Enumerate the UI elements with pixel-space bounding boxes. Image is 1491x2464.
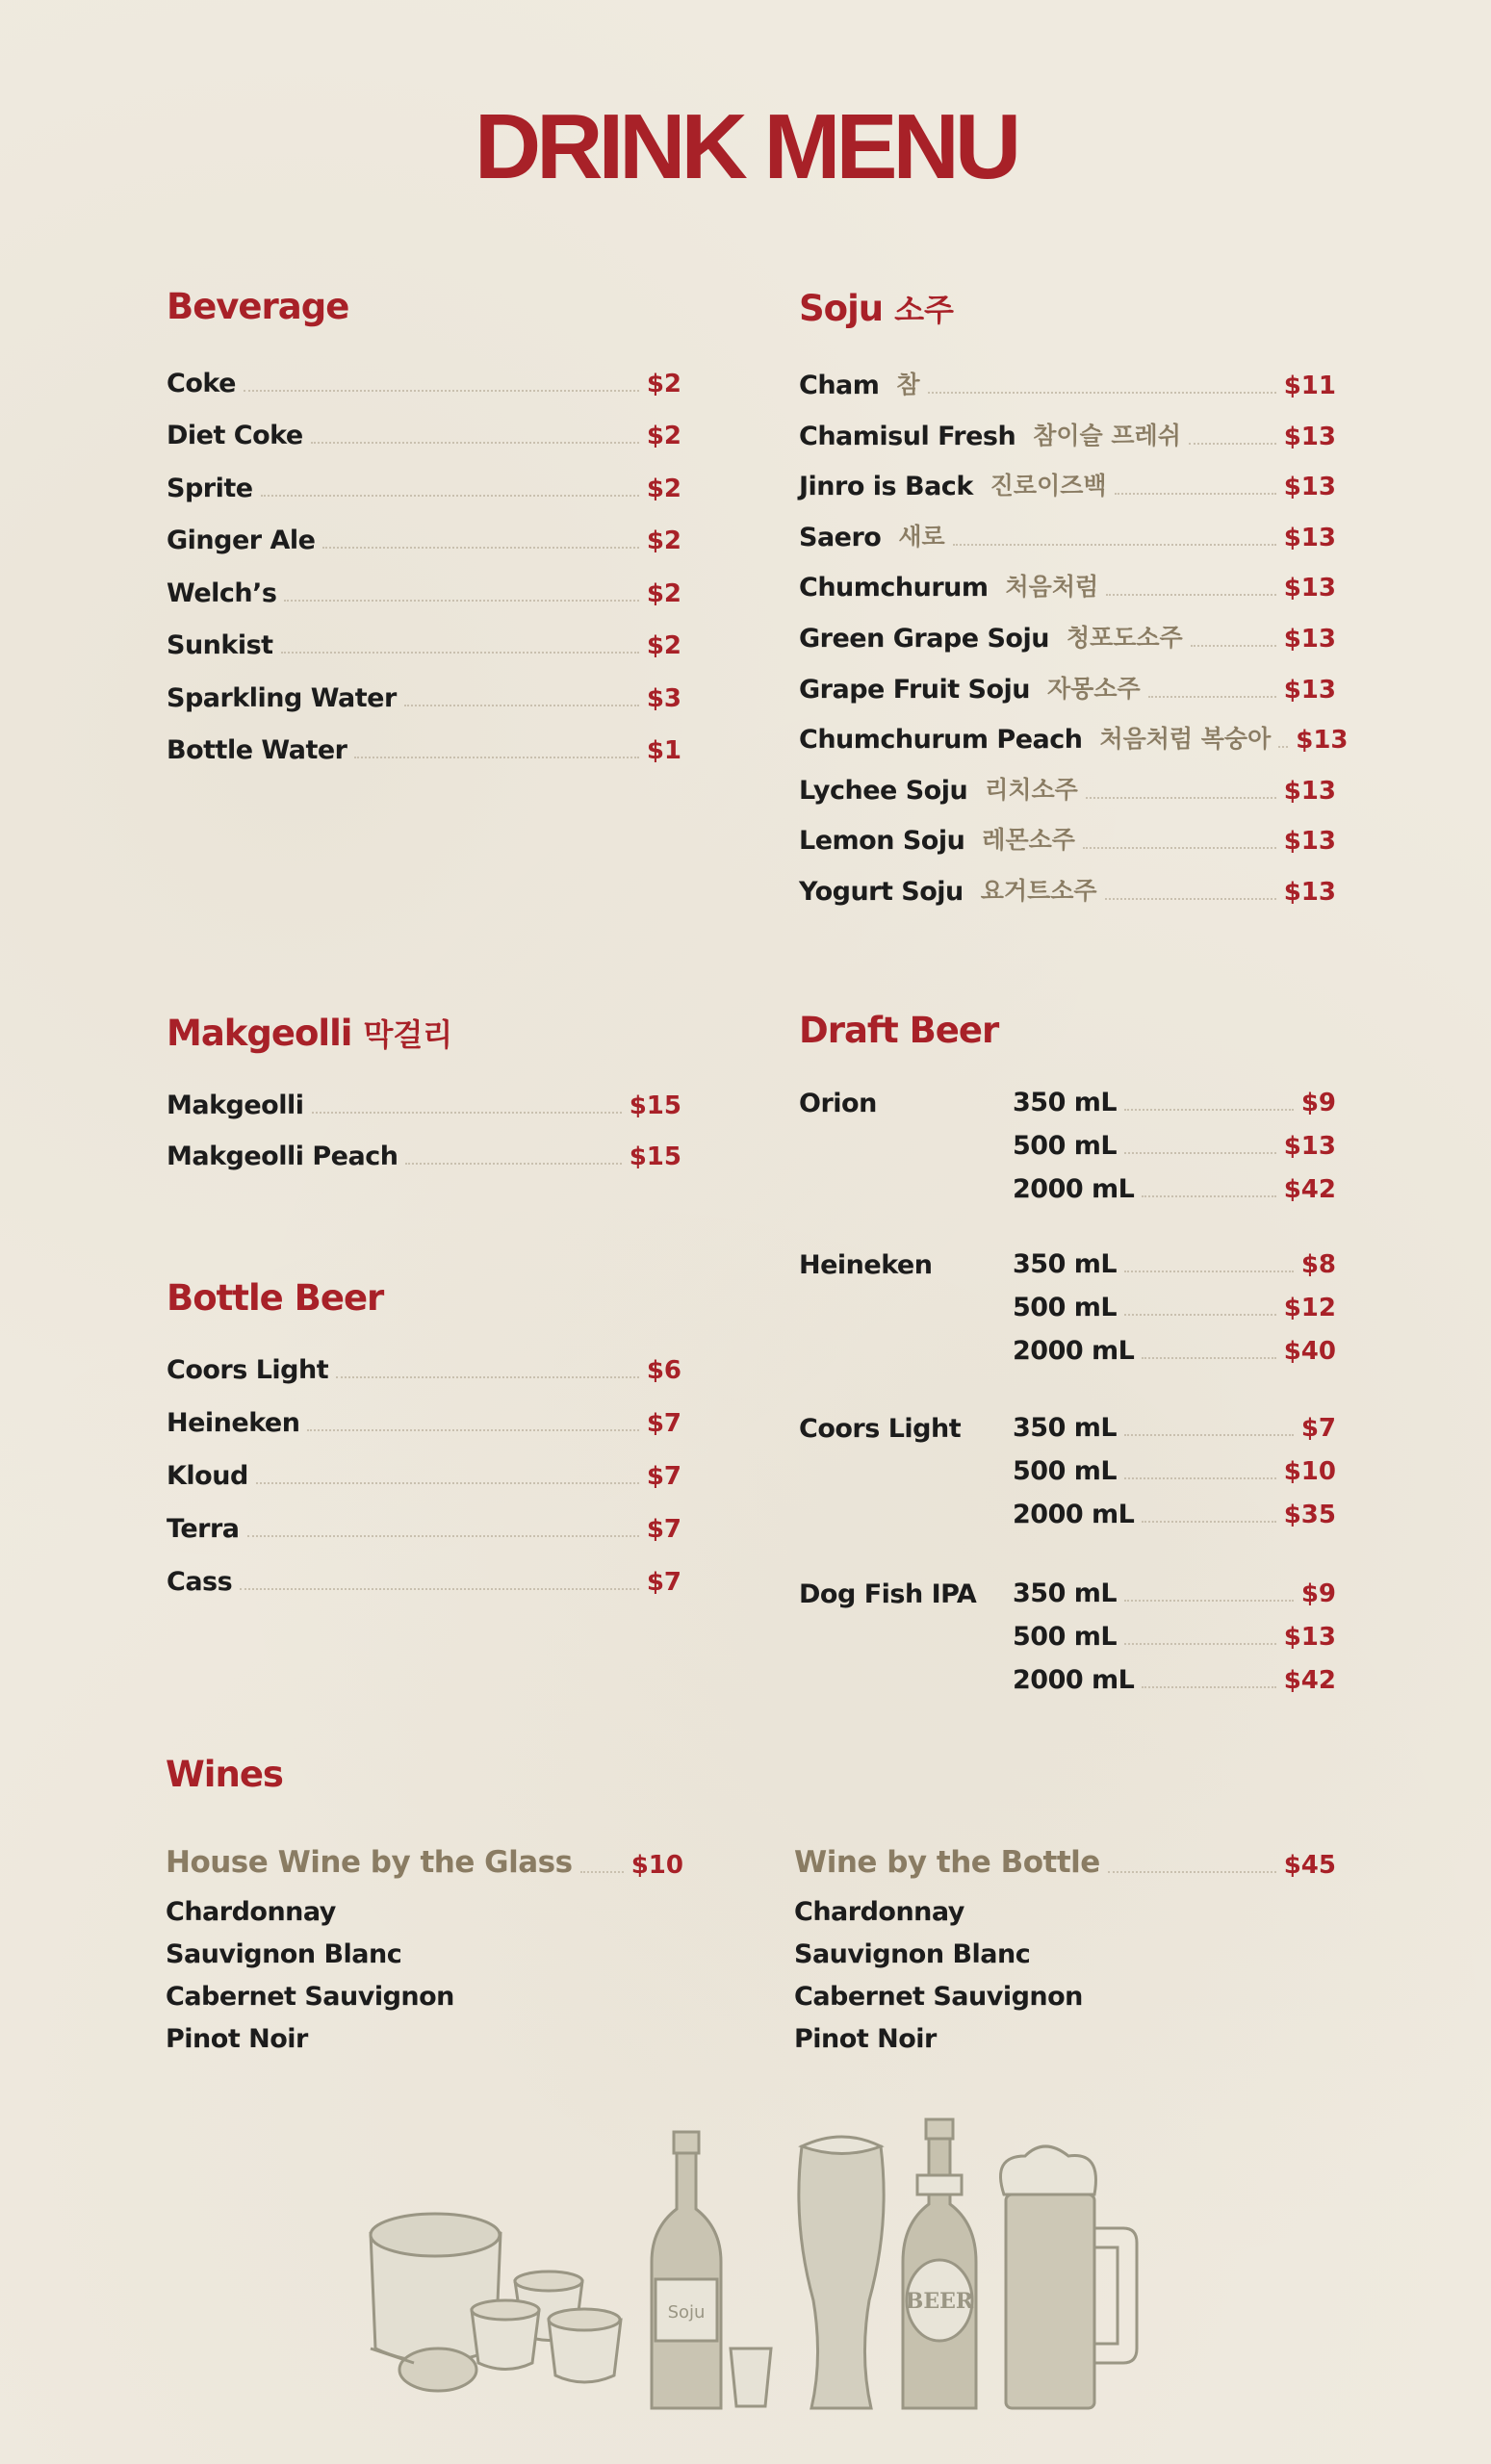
- item-price: $11: [1283, 372, 1336, 400]
- size-label: 500 mL: [1013, 1293, 1118, 1322]
- dot-leader: [404, 705, 639, 706]
- dot-leader: [312, 1112, 622, 1114]
- item-price: $13: [1283, 1132, 1336, 1161]
- item-price: $13: [1283, 473, 1336, 501]
- dot-leader: [1086, 797, 1276, 799]
- dot-leader: [247, 1535, 639, 1537]
- shot-glass-icon: [731, 2348, 771, 2406]
- list-item: [799, 722, 1349, 755]
- list-item: [167, 471, 681, 503]
- list-item: [167, 576, 681, 608]
- section-title: Bottle Beer: [167, 1277, 384, 1319]
- size-row: [1013, 1619, 1336, 1652]
- list-item: [167, 1458, 681, 1491]
- dot-leader: [1142, 1521, 1275, 1523]
- item-price: $42: [1283, 1666, 1336, 1695]
- list-item: [799, 570, 1336, 603]
- dot-leader: [1278, 746, 1288, 748]
- beer-name: Heineken: [799, 1250, 933, 1280]
- section-title: [167, 1013, 681, 1054]
- list-item: Cabernet Sauvignon: [166, 1982, 454, 2012]
- size-row: [1013, 1246, 1336, 1279]
- dot-leader: [307, 1429, 638, 1431]
- item-name-ko: 처음처럼 복숭아: [1099, 725, 1272, 753]
- list-item: [167, 418, 681, 450]
- size-row: [1013, 1128, 1336, 1161]
- item-price: $13: [1296, 726, 1349, 755]
- pilsner-glass-icon: [799, 2137, 884, 2408]
- item-name: Chumchurum Peach: [799, 725, 1083, 755]
- dot-leader: [256, 1482, 639, 1484]
- item-price: $13: [1283, 878, 1336, 907]
- item-name: Chumchurum: [799, 573, 989, 603]
- size-row: [1013, 1453, 1336, 1486]
- dot-leader: [1189, 443, 1276, 445]
- item-name-ko: 요거트소주: [980, 877, 1097, 905]
- size-row: [1013, 1410, 1336, 1443]
- dot-leader: [240, 1588, 639, 1590]
- item-price: $10: [630, 1851, 683, 1880]
- list-item: [799, 672, 1336, 705]
- wine-list: [166, 1891, 454, 2061]
- item-price: $40: [1283, 1337, 1336, 1366]
- wine-subhead-row: [166, 1841, 683, 1880]
- list-item: [799, 520, 1336, 552]
- list-item: [799, 419, 1336, 451]
- list-item: [167, 1352, 681, 1385]
- beer-name: Dog Fish IPA: [799, 1579, 977, 1609]
- size-label: 500 mL: [1013, 1456, 1118, 1486]
- makgeolli-section: [167, 1015, 681, 1189]
- size-label: 2000 mL: [1013, 1174, 1135, 1204]
- list-item: [167, 1564, 681, 1597]
- section-title: Draft Beer: [799, 1010, 999, 1051]
- section-title-en: Soju: [799, 288, 884, 329]
- dot-leader: [281, 652, 639, 654]
- wine-subhead: Wine by the Bottle: [794, 1845, 1100, 1880]
- item-name: Makgeolli: [167, 1091, 304, 1120]
- item-name: Lemon Soju: [799, 826, 965, 856]
- size-row: [1013, 1171, 1336, 1204]
- list-item: Chardonnay: [166, 1897, 336, 1927]
- item-price: $35: [1283, 1501, 1336, 1529]
- section-title-en: Makgeolli: [167, 1013, 352, 1054]
- size-row: [1013, 1290, 1336, 1322]
- item-price: $7: [646, 1568, 681, 1597]
- item-price: $2: [646, 422, 681, 450]
- list-item: Sauvignon Blanc: [794, 1939, 1031, 1969]
- dot-leader: [284, 600, 638, 602]
- item-price: $42: [1283, 1175, 1336, 1204]
- dot-leader: [1124, 1270, 1294, 1272]
- beer-name: Coors Light: [799, 1414, 962, 1444]
- item-name: Sparkling Water: [167, 683, 397, 713]
- dot-leader: [953, 544, 1276, 546]
- item-name-ko: 참: [896, 371, 920, 398]
- list-item: [799, 368, 1336, 400]
- dot-leader: [1124, 1434, 1294, 1436]
- dot-leader: [1124, 1600, 1294, 1602]
- soju-section: [799, 288, 1349, 926]
- item-name: Bottle Water: [167, 735, 347, 765]
- dot-leader: [322, 547, 638, 549]
- list-item: [167, 1139, 681, 1171]
- item-name: Sprite: [167, 474, 253, 503]
- item-price: $7: [646, 1409, 681, 1438]
- item-price: $13: [1283, 625, 1336, 654]
- item-name-ko: 새로: [898, 523, 945, 551]
- list-item: [167, 732, 681, 765]
- item-name: Green Grape Soju: [799, 624, 1049, 654]
- list-item: Sauvignon Blanc: [166, 1939, 402, 1969]
- section-title: [799, 288, 1336, 329]
- item-name: Yogurt Soju: [799, 877, 964, 907]
- item-price: $2: [646, 526, 681, 555]
- item-price: $13: [1283, 827, 1336, 856]
- item-name: Sunkist: [167, 630, 273, 660]
- dot-leader: [244, 390, 639, 392]
- section-title: Beverage: [167, 286, 349, 327]
- list-item: [167, 1088, 681, 1120]
- beer-name: Orion: [799, 1089, 877, 1118]
- item-price: $15: [629, 1142, 681, 1171]
- item-name: Cham: [799, 371, 880, 400]
- item-price: $1: [646, 736, 681, 765]
- item-price: $13: [1283, 423, 1336, 451]
- wine-subhead-row: [794, 1841, 1336, 1880]
- dot-leader: [1142, 1357, 1275, 1359]
- item-name: Kloud: [167, 1461, 248, 1491]
- item-name-ko: 진로이즈백: [990, 472, 1107, 500]
- bottle-beer-section: [167, 1277, 681, 1627]
- dot-leader: [405, 1163, 621, 1165]
- item-name-ko: 처음처럼: [1005, 573, 1099, 601]
- size-row: [1013, 1576, 1336, 1608]
- drinks-illustration: [342, 2118, 1150, 2426]
- item-price: $9: [1300, 1579, 1336, 1608]
- item-price: $9: [1300, 1089, 1336, 1117]
- item-name: Coors Light: [167, 1355, 329, 1385]
- item-price: $12: [1283, 1294, 1336, 1322]
- item-name-ko: 리치소주: [985, 776, 1078, 804]
- ladle-icon: [371, 2348, 476, 2391]
- item-name: Coke: [167, 369, 236, 398]
- item-name: Saero: [799, 523, 882, 552]
- item-name: Jinro is Back: [799, 472, 973, 501]
- item-name: Welch’s: [167, 578, 277, 608]
- dot-leader: [1142, 1195, 1275, 1197]
- item-price: $2: [646, 579, 681, 608]
- item-name-ko: 레몬소주: [982, 826, 1075, 854]
- dot-leader: [354, 757, 638, 758]
- dot-leader: [1142, 1686, 1275, 1688]
- menu-title: DRINK MENU: [474, 95, 1017, 198]
- size-row: [1013, 1085, 1336, 1117]
- item-name: Ginger Ale: [167, 526, 316, 555]
- drinks-illustration-svg: [342, 2118, 1150, 2426]
- dot-leader: [1124, 1152, 1276, 1154]
- list-item: [799, 874, 1336, 907]
- item-price: $8: [1300, 1250, 1336, 1279]
- dot-leader: [1124, 1477, 1276, 1479]
- item-price: $3: [646, 684, 681, 713]
- size-row: [1013, 1497, 1336, 1529]
- item-name: Lychee Soju: [799, 776, 968, 806]
- size-row: [1013, 1333, 1336, 1366]
- dot-leader: [1108, 1871, 1276, 1873]
- beverage-section: [167, 286, 681, 770]
- dot-leader: [1115, 493, 1276, 495]
- dot-leader: [1124, 1314, 1276, 1316]
- item-name-ko: 자몽소주: [1047, 675, 1141, 703]
- size-label: 2000 mL: [1013, 1500, 1135, 1529]
- list-item: [799, 773, 1336, 806]
- item-price: $13: [1283, 777, 1336, 806]
- item-price: $2: [646, 475, 681, 503]
- item-name: Chamisul Fresh: [799, 422, 1016, 451]
- list-item: Pinot Noir: [794, 2024, 937, 2054]
- wine-list: [794, 1891, 1083, 2061]
- list-item: Pinot Noir: [166, 2024, 308, 2054]
- beer-bottle-icon: [903, 2119, 976, 2408]
- list-item: Cabernet Sauvignon: [794, 1982, 1083, 2012]
- wine-subhead: House Wine by the Glass: [166, 1845, 573, 1880]
- list-item: [799, 469, 1336, 501]
- beer-label-text: BEER: [905, 2289, 974, 2314]
- section-title: Wines: [166, 1754, 283, 1795]
- dot-leader: [1124, 1109, 1294, 1111]
- item-name: Makgeolli Peach: [167, 1142, 398, 1171]
- dot-leader: [580, 1871, 624, 1873]
- list-item: [167, 680, 681, 713]
- wines-section: [166, 1754, 1336, 2065]
- dot-leader: [311, 442, 639, 444]
- dot-leader: [928, 392, 1276, 394]
- dot-leader: [336, 1376, 639, 1378]
- size-label: 350 mL: [1013, 1088, 1118, 1117]
- list-item: Chardonnay: [794, 1897, 964, 1927]
- dot-leader: [261, 495, 639, 497]
- item-price: $13: [1283, 676, 1336, 705]
- item-price: $7: [646, 1462, 681, 1491]
- dot-leader: [1106, 594, 1276, 596]
- size-label: 2000 mL: [1013, 1336, 1135, 1366]
- section-title-ko: 막걸리: [363, 1016, 453, 1053]
- dot-leader: [1105, 898, 1276, 900]
- item-name: Grape Fruit Soju: [799, 675, 1031, 705]
- dot-leader: [1148, 696, 1276, 698]
- list-item: [167, 523, 681, 555]
- item-price: $7: [1300, 1414, 1336, 1443]
- list-item: [167, 628, 681, 660]
- size-label: 2000 mL: [1013, 1665, 1135, 1695]
- size-label: 350 mL: [1013, 1413, 1118, 1443]
- list-item: [167, 1511, 681, 1544]
- size-label: 350 mL: [1013, 1578, 1118, 1608]
- item-price: $2: [646, 631, 681, 660]
- list-item: [799, 621, 1336, 654]
- item-price: $6: [646, 1356, 681, 1385]
- dot-leader: [1124, 1643, 1276, 1645]
- item-name: Heineken: [167, 1408, 300, 1438]
- item-name-ko: 참이슬 프레쉬: [1033, 422, 1181, 449]
- soju-label-text: Soju: [667, 2302, 706, 2323]
- size-row: [1013, 1662, 1336, 1695]
- item-price: $13: [1283, 524, 1336, 552]
- list-item: [167, 1405, 681, 1438]
- item-name: Terra: [167, 1514, 240, 1544]
- item-price: $13: [1283, 574, 1336, 603]
- draft-beer-section: [799, 1010, 1336, 1706]
- size-label: 500 mL: [1013, 1131, 1118, 1161]
- item-name: Cass: [167, 1567, 233, 1597]
- item-name: Diet Coke: [167, 421, 303, 450]
- list-item: [799, 823, 1336, 856]
- item-price: $45: [1283, 1851, 1336, 1880]
- item-price: $7: [646, 1515, 681, 1544]
- size-label: 350 mL: [1013, 1249, 1118, 1279]
- size-label: 500 mL: [1013, 1622, 1118, 1652]
- item-price: $15: [629, 1091, 681, 1120]
- item-name-ko: 청포도소주: [1066, 624, 1183, 652]
- item-price: $13: [1283, 1623, 1336, 1652]
- section-title-ko: 소주: [894, 292, 954, 328]
- list-item: [167, 366, 681, 398]
- beer-mug-icon: [1000, 2146, 1137, 2408]
- soju-bottle-icon: [652, 2132, 721, 2408]
- item-price: $10: [1283, 1457, 1336, 1486]
- dot-leader: [1191, 645, 1276, 647]
- dot-leader: [1083, 847, 1276, 849]
- item-price: $2: [646, 370, 681, 398]
